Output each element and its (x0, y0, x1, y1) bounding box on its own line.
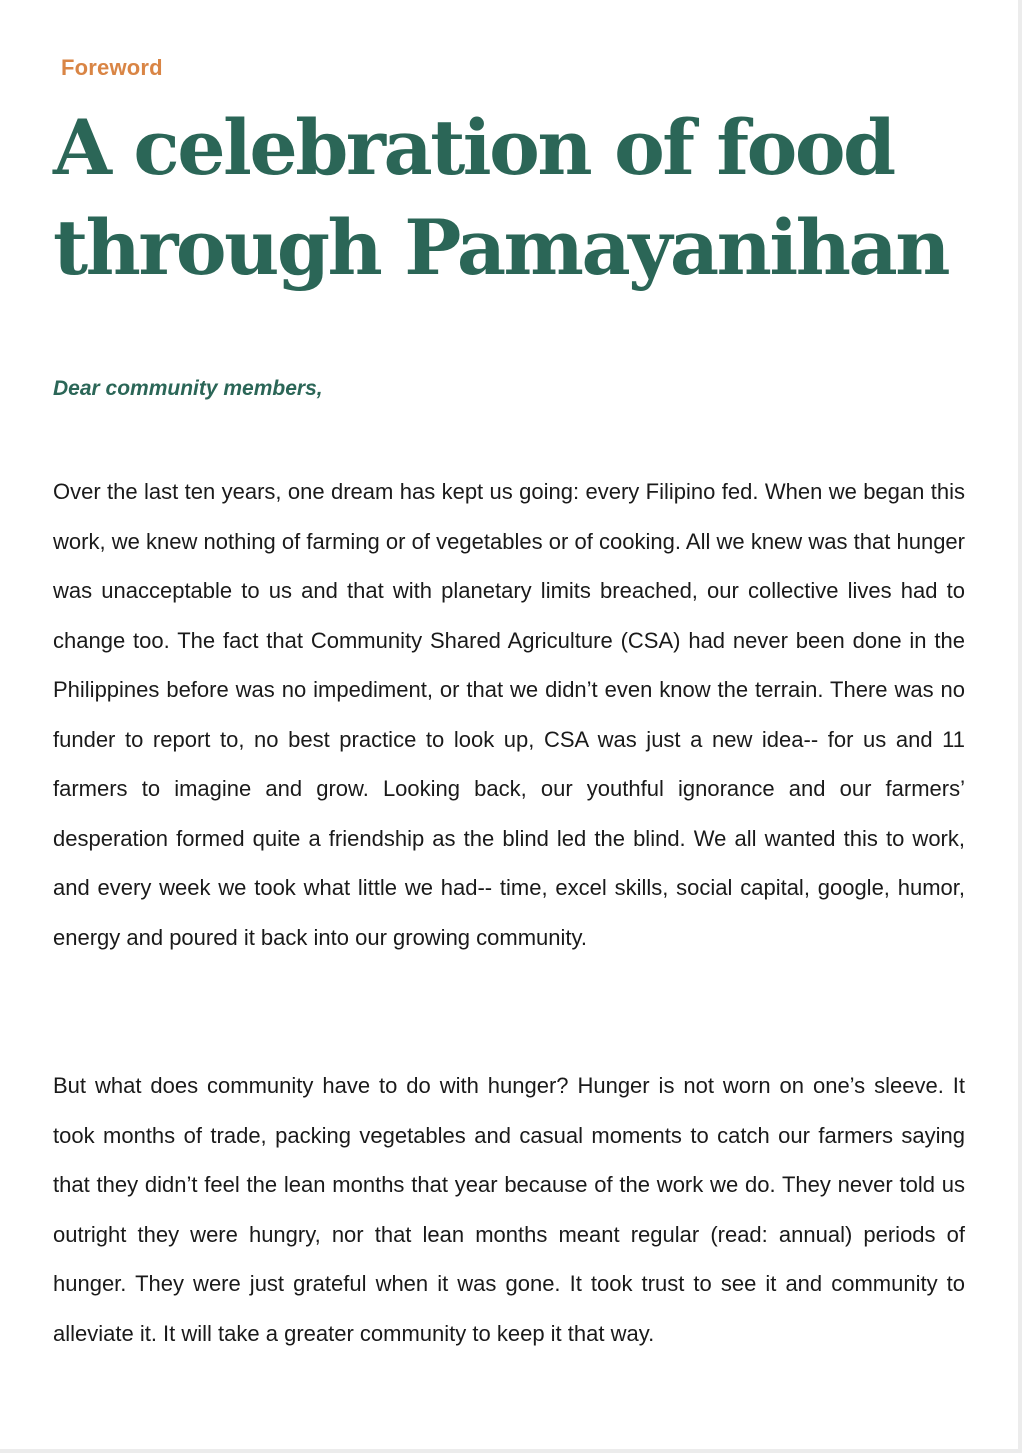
body-paragraph-2: But what does community have to do with hunger? Hunger is not worn on one’s sleeve. It took months of trade, packing vegetables and casual moments to catch our farmers saying that they didn’t feel the lean months that year because of the work we do. They never told us outright they were hungry, nor that lean months meant regular (read: annual) periods of hunger. They were just grateful when it was gone. It took trust to see it and community to alleviate it. It will take a greater community to keep it that way. (53, 1073, 965, 1346)
body-paragraph-1: Over the last ten years, one dream has kept us going: every Filipino fed. When we began this work, we knew nothing of farming or of vegetables or of cooking. All we knew was that hunger was unacceptable to us and that with planetary limits breached, our collective lives had to change too. The fact that Community Shared Agriculture (CSA) had never been done in the Philippines before was no impediment, or that we didn’t even know the terrain. There was no funder to report to, no best practice to look up, CSA was just a new idea-- for us and 11 farmers to imagine and grow. Looking back, our youthful ignorance and our farmers’ desperation formed quite a friendship as the blind led the blind. We all wanted this to work, and every week we took what little we had-- time, excel skills, social capital, google, humor, energy and poured it back into our growing community. (53, 479, 965, 950)
salutation: Dear community members, (53, 377, 323, 400)
page-title: A celebration of food through Pamayanihan (53, 103, 949, 292)
section-label: Foreword (61, 55, 163, 80)
